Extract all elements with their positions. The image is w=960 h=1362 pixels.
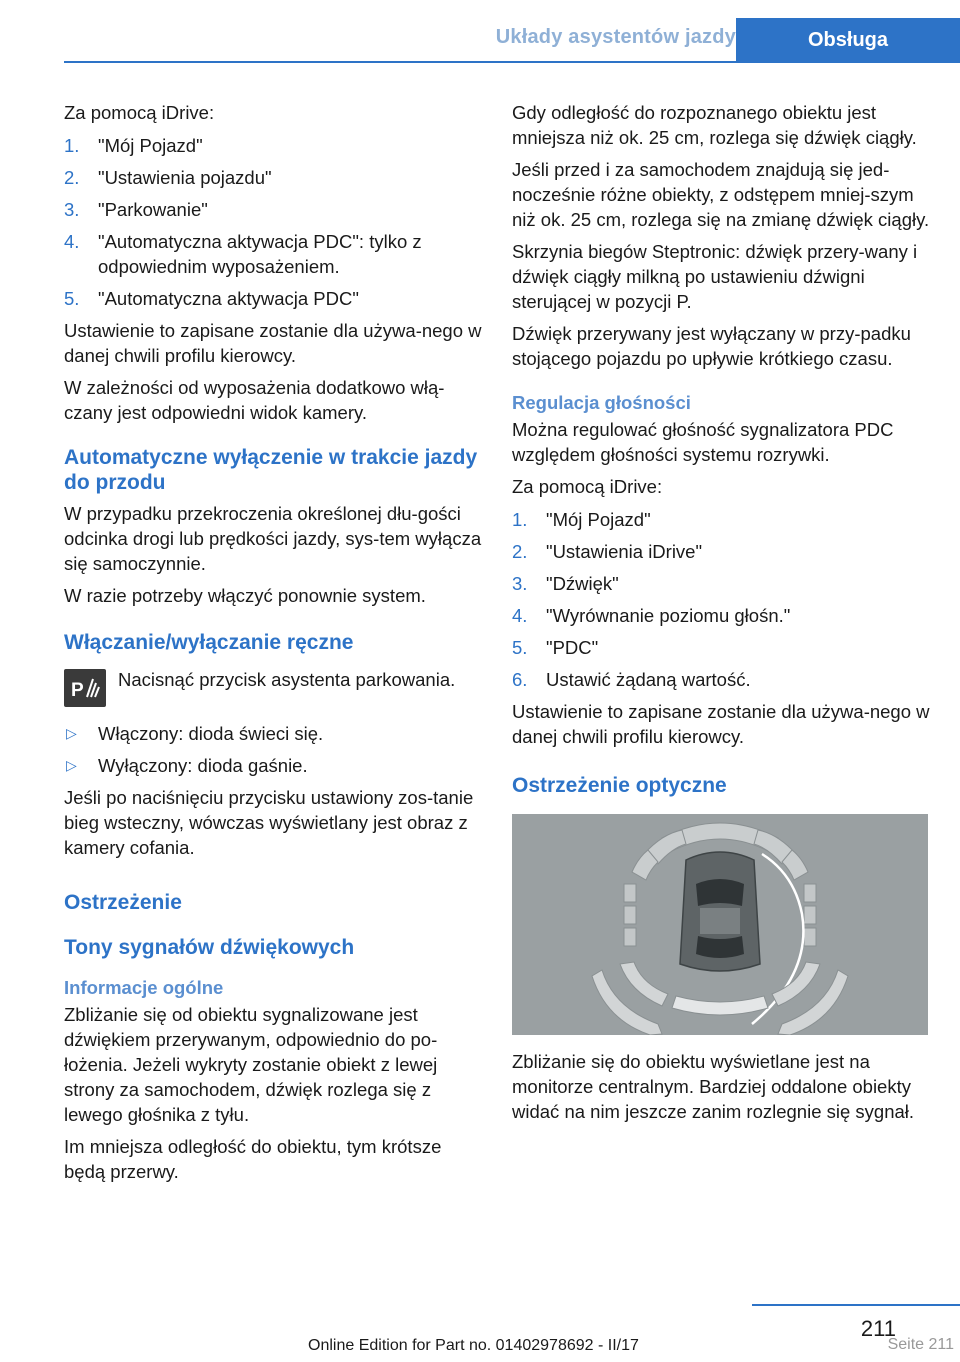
led-status-list [64, 721, 484, 778]
paragraph: Jeśli po naciśnięciu przycisku ustawiony zos-tanie bieg wsteczny, wówczas wyświetlany jest obraz z kamery cofania. [64, 787, 474, 858]
step-text: Ustawić żądaną wartość. [546, 669, 751, 690]
page-header [0, 0, 960, 62]
step-number: 6. [512, 669, 528, 690]
heading-warning: Ostrzeżenie [64, 891, 182, 914]
step-number: 3. [512, 573, 528, 594]
watermark-text: Seite 211 [887, 1336, 954, 1353]
step-number: 2. [512, 541, 528, 562]
step-number: 1. [64, 135, 80, 156]
list-item [64, 229, 484, 279]
step-number: 4. [512, 605, 528, 626]
step-number: 4. [64, 231, 80, 252]
step-text: "Ustawienia pojazdu" [98, 167, 272, 188]
chapter-tab: Obsługa [736, 18, 960, 62]
paragraph: Jeśli przed i za samochodem znajdują się jed-nocześnie różne obiekty, z odstępem mniej-szym niż ok. 25 cm, rozlega się na zmianę dźwięk ciągły. [512, 159, 930, 230]
idrive-intro: Za pomocą iDrive: [512, 476, 663, 497]
step-number: 5. [64, 288, 80, 309]
paragraph: Ustawienie to zapisane zostanie dla używa-nego w danej chwili profilu kierowcy. [512, 701, 930, 747]
step-text: "Mój Pojazd" [546, 509, 651, 530]
paragraph: Zbliżanie się do obiektu wyświetlane jest na monitorze centralnym. Bardziej oddalone obiekty widać na nim jeszcze zanim rozlegnie się sygnał. [512, 1051, 915, 1122]
parking-assistant-button-icon [64, 669, 106, 707]
header-rule [64, 61, 960, 63]
list-item [64, 286, 484, 311]
bullet-text: Włączony: dioda świeci się. [98, 723, 324, 744]
heading-general: Informacje ogólne [64, 977, 224, 998]
footer-rule [752, 1304, 960, 1306]
list-item [512, 571, 932, 596]
paragraph: Można regulować głośność sygnalizatora PDC względem głośności systemu rozrywki. [512, 419, 894, 465]
paragraph: Gdy odległość do rozpoznanego obiektu jest mniejsza niż ok. 25 cm, rozlega się dźwięk ciągły. [512, 102, 917, 148]
pdc-display-image [512, 814, 928, 1035]
paragraph: W przypadku przekroczenia określonej dłu-gości odcinka drogi lub prędkości jazdy, sys-tem wyłącza się samoczynnie. [64, 503, 482, 574]
left-column [64, 100, 484, 1191]
paragraph: Dźwięk przerywany jest wyłączany w przy-padku stojącego pojazdu po upływie krótkiego czasu. [512, 323, 911, 369]
heading-auto-off: Automatyczne wyłączenie w trakcie jazdy do przodu [64, 446, 478, 494]
list-item [64, 753, 484, 778]
list-item [512, 603, 932, 628]
heading-optical: Ostrzeżenie optyczne [512, 774, 727, 797]
step-text: "Automatyczna aktywacja PDC" [98, 288, 359, 309]
right-column [512, 100, 932, 1131]
list-item [512, 635, 932, 660]
bullet-triangle-icon: ▷ [66, 757, 77, 773]
list-item [512, 507, 932, 532]
step-text: "Automatyczna aktywacja PDC": tylko z odpowiednim wyposażeniem. [98, 231, 422, 277]
page-number: 211 [860, 1316, 896, 1341]
pdc-steps-list [64, 133, 484, 311]
heading-manual: Włączanie/wyłączanie ręczne [64, 631, 354, 654]
list-item [64, 133, 484, 158]
list-item [64, 165, 484, 190]
step-number: 2. [64, 167, 80, 188]
list-item [512, 539, 932, 564]
svg-text:P: P [71, 680, 84, 701]
step-text: "Ustawienia iDrive" [546, 541, 703, 562]
edition-footer: Online Edition for Part no. 01402978692 - II/17 [308, 1337, 639, 1354]
step-number: 5. [512, 637, 528, 658]
step-text: "Dźwięk" [546, 573, 619, 594]
step-number: 1. [512, 509, 528, 530]
paragraph: Zbliżanie się od obiektu sygnalizowane jest dźwiękiem przerywanym, odpowiednio do po-łożenia. Jeżeli wykryty zostanie obiekt z lewej strony za samochodem, dźwięk rozlega się z lewego głośnika z tyłu. [64, 1004, 438, 1125]
step-text: "PDC" [546, 637, 599, 658]
heading-volume: Regulacja głośności [512, 392, 691, 413]
button-instruction-text: Nacisnąć przycisk asystenta parkowania. [118, 669, 456, 690]
list-item [64, 721, 484, 746]
idrive-intro: Za pomocą iDrive: [64, 102, 215, 123]
button-instruction [64, 667, 484, 707]
step-number: 3. [64, 199, 80, 220]
step-text: "Wyrównanie poziomu głośn." [546, 605, 791, 626]
bullet-triangle-icon: ▷ [66, 725, 77, 741]
paragraph: Ustawienie to zapisane zostanie dla używa-nego w danej chwili profilu kierowcy. [64, 320, 482, 366]
list-item [512, 667, 932, 692]
heading-tones: Tony sygnałów dźwiękowych [64, 936, 355, 959]
paragraph: Im mniejsza odległość do obiektu, tym krótsze będą przerwy. [64, 1136, 442, 1182]
section-title: Układy asystentów jazdy [495, 26, 736, 48]
paragraph: W razie potrzeby włączyć ponownie system. [64, 585, 426, 606]
volume-steps-list [512, 507, 932, 692]
paragraph: Skrzynia biegów Steptronic: dźwięk przery-wany i dźwięk ciągły milkną po ustawieniu dźwigni sterującej w pozycji P. [512, 241, 918, 312]
step-text: "Mój Pojazd" [98, 135, 203, 156]
list-item [64, 197, 484, 222]
bullet-text: Wyłączony: dioda gaśnie. [98, 755, 308, 776]
step-text: "Parkowanie" [98, 199, 208, 220]
paragraph: W zależności od wyposażenia dodatkowo włą-czany jest odpowiedni widok kamery. [64, 377, 445, 423]
